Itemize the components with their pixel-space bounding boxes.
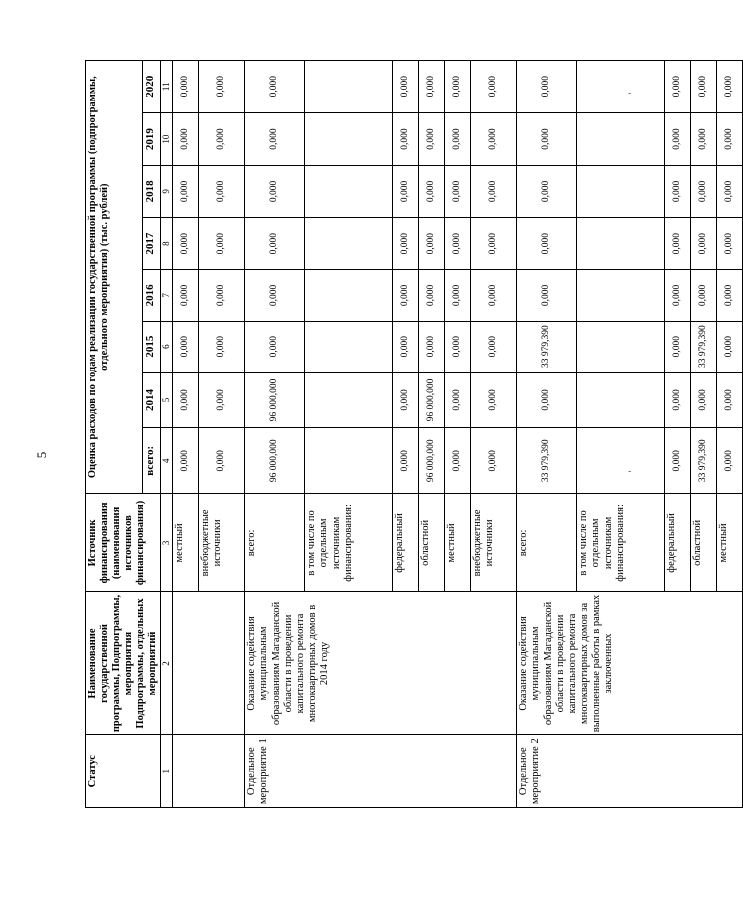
year-value-cell: 0,000 [471,372,517,427]
year-value-cell: 0,000 [173,218,199,270]
year-value-cell: 96 000,000 [419,372,445,427]
source-cell: в том числе по отдельным источникам финансирования: [577,494,665,592]
year-value-cell: 0,000 [691,113,717,165]
margin-mark: - [628,466,632,477]
year-value-cell: 96 000,000 [245,372,305,427]
year-value-cell: 0,000 [665,372,691,427]
year-value-cell: 0,000 [199,113,245,165]
index-cell: 10 [161,113,173,165]
year-value-cell [577,270,665,321]
year-value-cell: 0,000 [245,61,305,113]
year-value-cell: 0,000 [471,321,517,372]
year-value-cell: 0,000 [245,113,305,165]
header-year: 2015 [142,321,161,372]
source-cell: всего: [517,494,577,592]
year-value-cell: 0,000 [471,61,517,113]
year-value-cell [305,113,393,165]
header-total: всего: [142,428,161,494]
year-value-cell: 0,000 [717,61,743,113]
header-year: 2016 [142,270,161,321]
total-value-cell [305,428,393,494]
year-value-cell [305,218,393,270]
index-cell: 11 [161,61,173,113]
year-value-cell: 0,000 [517,270,577,321]
year-value-cell: 0,000 [471,113,517,165]
total-value-cell: 96 000,000 [245,428,305,494]
header-name: Наименование государственной программы, Подпрограммы, мероприятия Подпрограммы, отдельных мероприятий [86,592,161,735]
year-value-cell: 0,000 [665,321,691,372]
year-value-cell: 0,000 [173,61,199,113]
total-value-cell: 0,000 [717,428,743,494]
source-cell: внебюджетные источники [199,494,245,592]
year-value-cell: 0,000 [419,61,445,113]
year-value-cell: 0,000 [393,372,419,427]
year-value-cell [305,321,393,372]
year-value-cell: 33 979,390 [691,321,717,372]
index-cell: 4 [161,428,173,494]
year-value-cell: 0,000 [691,61,717,113]
year-value-cell: 0,000 [517,61,577,113]
status-cell: Отдельное мероприятие 1 [245,735,517,808]
year-value-cell: 0,000 [717,372,743,427]
header-source: Источник финансирования (наименования источников финансирования) [86,494,161,592]
year-value-cell: 0,000 [419,321,445,372]
total-value-cell: 33 979,390 [517,428,577,494]
year-value-cell: 0,000 [173,321,199,372]
total-value-cell: 0,000 [199,428,245,494]
table-row [517,61,577,808]
year-value-cell: 0,000 [245,270,305,321]
header-year: 2020 [142,61,161,113]
year-value-cell: 0,000 [445,165,471,217]
source-cell: в том числе по отдельным источникам финансирования: [305,494,393,592]
year-value-cell [577,165,665,217]
year-value-cell: 33 979,390 [517,321,577,372]
year-value-cell: 0,000 [665,270,691,321]
year-value-cell: 0,000 [517,372,577,427]
header-estimate: Оценка расходов по годам реализации государственной программы (подпрограммы, отдельного мероприятия) (тыс. рублей) [86,61,143,494]
year-value-cell: 0,000 [393,113,419,165]
source-cell: местный [173,494,199,592]
year-value-cell: 0,000 [517,165,577,217]
year-value-cell: 0,000 [717,321,743,372]
year-value-cell: 0,000 [393,321,419,372]
year-value-cell [305,270,393,321]
year-value-cell: 0,000 [173,165,199,217]
year-value-cell: 0,000 [691,165,717,217]
year-value-cell: 0,000 [393,218,419,270]
source-cell: федеральный [393,494,419,592]
year-value-cell: 0,000 [691,372,717,427]
year-value-cell: 0,000 [517,218,577,270]
source-cell: областной [419,494,445,592]
year-value-cell: 0,000 [199,61,245,113]
header-year: 2017 [142,218,161,270]
header-year: 2014 [142,372,161,427]
table-row [173,61,199,808]
financing-table [85,60,743,808]
year-value-cell: 0,000 [199,218,245,270]
page-number: 5 [34,451,49,459]
total-value-cell: 0,000 [445,428,471,494]
header-year: 2018 [142,165,161,217]
source-cell: местный [445,494,471,592]
year-value-cell: 0,000 [245,165,305,217]
year-value-cell: 0,000 [173,270,199,321]
year-value-cell: 0,000 [691,218,717,270]
year-value-cell: 0,000 [245,218,305,270]
year-value-cell: 0,000 [665,113,691,165]
source-cell: местный [717,494,743,592]
table-row [245,61,305,808]
year-value-cell: 0,000 [471,165,517,217]
year-value-cell: 0,000 [199,372,245,427]
index-cell: 1 [161,735,173,808]
total-value-cell: 0,000 [173,428,199,494]
rotated-table-container [85,60,735,808]
year-value-cell [305,61,393,113]
year-value-cell: 0,000 [419,165,445,217]
year-value-cell: 0,000 [665,218,691,270]
year-value-cell: 0,000 [517,113,577,165]
year-value-cell: 0,000 [393,165,419,217]
index-cell: 6 [161,321,173,372]
index-cell: 8 [161,218,173,270]
year-value-cell: 0,000 [445,321,471,372]
year-value-cell [305,165,393,217]
total-value-cell [577,428,665,494]
year-value-cell: 0,000 [471,270,517,321]
year-value-cell: 0,000 [245,321,305,372]
index-cell: 2 [161,592,173,735]
header-year: 2019 [142,113,161,165]
index-cell: 3 [161,494,173,592]
year-value-cell: 0,000 [445,113,471,165]
index-cell: 7 [161,270,173,321]
year-value-cell: 0,000 [419,218,445,270]
year-value-cell: 0,000 [173,372,199,427]
year-value-cell: 0,000 [471,218,517,270]
year-value-cell: 0,000 [445,270,471,321]
year-value-cell: 0,000 [199,165,245,217]
source-cell: внебюджетные источники [471,494,517,592]
source-cell: областной [691,494,717,592]
total-value-cell: 0,000 [471,428,517,494]
year-value-cell: 0,000 [665,61,691,113]
year-value-cell: 0,000 [445,61,471,113]
index-cell: 5 [161,372,173,427]
total-value-cell: 0,000 [393,428,419,494]
year-value-cell: 0,000 [691,270,717,321]
year-value-cell: 0,000 [393,270,419,321]
status-cell: Отдельное мероприятие 2 [517,735,743,808]
index-cell: 9 [161,165,173,217]
year-value-cell [577,372,665,427]
year-value-cell: 0,000 [665,165,691,217]
year-value-cell: 0,000 [717,218,743,270]
year-value-cell [577,61,665,113]
year-value-cell: 0,000 [717,113,743,165]
total-value-cell: 33 979,390 [691,428,717,494]
year-value-cell: 0,000 [445,372,471,427]
year-value-cell: 0,000 [393,61,419,113]
total-value-cell: 0,000 [665,428,691,494]
year-value-cell: 0,000 [419,113,445,165]
year-value-cell [577,113,665,165]
status-cell [173,735,245,808]
source-cell: всего: [245,494,305,592]
name-cell [173,592,245,735]
year-value-cell: 0,000 [717,165,743,217]
year-value-cell: 0,000 [717,270,743,321]
year-value-cell: 0,000 [199,321,245,372]
name-cell: Оказание содействия муниципальным образованиям Магаданской области в проведении капитального ремонта многоквартирных домов за выполненные работы в рамках заключенных [517,592,743,735]
year-value-cell [577,321,665,372]
year-value-cell: 0,000 [199,270,245,321]
year-value-cell [305,372,393,427]
header-status: Статус [86,735,161,808]
margin-mark: - [628,88,632,99]
year-value-cell [577,218,665,270]
name-cell: Оказание содействия муниципальным образованиям Магаданской области в проведении капитального ремонта многоквартирных домов в 2014 году [245,592,517,735]
index-row [161,61,173,808]
year-value-cell: 0,000 [445,218,471,270]
source-cell: федеральный [665,494,691,592]
year-value-cell: 0,000 [173,113,199,165]
year-value-cell: 0,000 [419,270,445,321]
total-value-cell: 96 000,000 [419,428,445,494]
